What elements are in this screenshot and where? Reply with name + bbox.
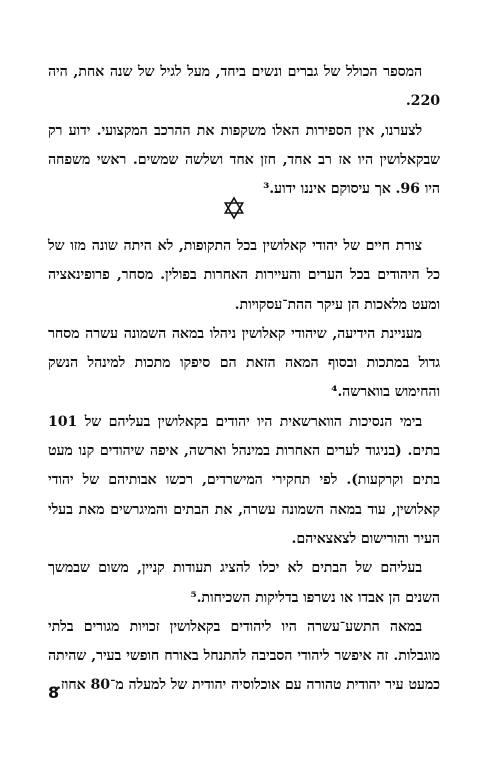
text-section-top: [48, 58, 440, 204]
star-of-david-icon: [222, 196, 246, 220]
text-section-bottom: [48, 232, 440, 701]
page-number: 8: [48, 683, 60, 702]
paragraph: מעניינת הידיעה, שיהודי קאלושין ניהלו במאה השמונה עשרה מסחר גדול במתכות ובסוף המאה הזאת הם סיפקו מתכות למינהל הנשק והחימוש בווארשה.⁴: [48, 325, 440, 401]
paragraph: צורת חיים של יהודי קאלושין בכל התקופות, לא היתה שונה מזו של כל היהודים בכל הערים והעיירות האחרות בפולין. מסחר, פרופינאציה ומעט מלאכות הן עיקר ההת־עסקויות.: [48, 238, 440, 313]
paragraph: המספר הכולל של גברים ונשים ביחד, מעל לגיל של שנה אחת, היה 220.: [48, 64, 440, 110]
paragraph: לצערנו, אין הספירות האלו משקפות את ההרכב המקצועי. ידוע רק שבקאלושין היו אז רב אחד, חזן אחד ושלשה שמשים. ראשי משפחה היו 96. אך עיסוקם איננו ידוע.³: [48, 122, 440, 198]
paragraph: במאה התשע־עשרה היו ליהודים בקאלושין זכויות מגורים בלתי מוגבלות. זה איפשר ליהודי הסביבה להתנחל באורח חופשי בעיר, שהיתה כמעט עיר יהודית טהורה עם אוכלוסיה יהודית של למעלה מ־80 אחוז.: [48, 618, 440, 694]
paragraph: בימי הנסיכות הווארשאית היו יהודים בקאלושין בעליהם של 101 בתים. (בניגוד לערים האחרות במינהל וארשה, איפה שיהודים קנו מעט בתים וקרקעות). לפי תחקירי המישרדים, רכשו אבותיהם של יהודי קאלושין, עוד במאה השמונה עשרה, את הבתים והמיגרשים מאת בעלי העיר והורישום לצאצאיהם.: [48, 413, 440, 547]
paragraph: בעליהם של הבתים לא יכלו להציג תעודות קניין, משום שבמשך השנים הן אבדו או נשרפו בדליקות השכיחות.⁵: [48, 560, 440, 606]
